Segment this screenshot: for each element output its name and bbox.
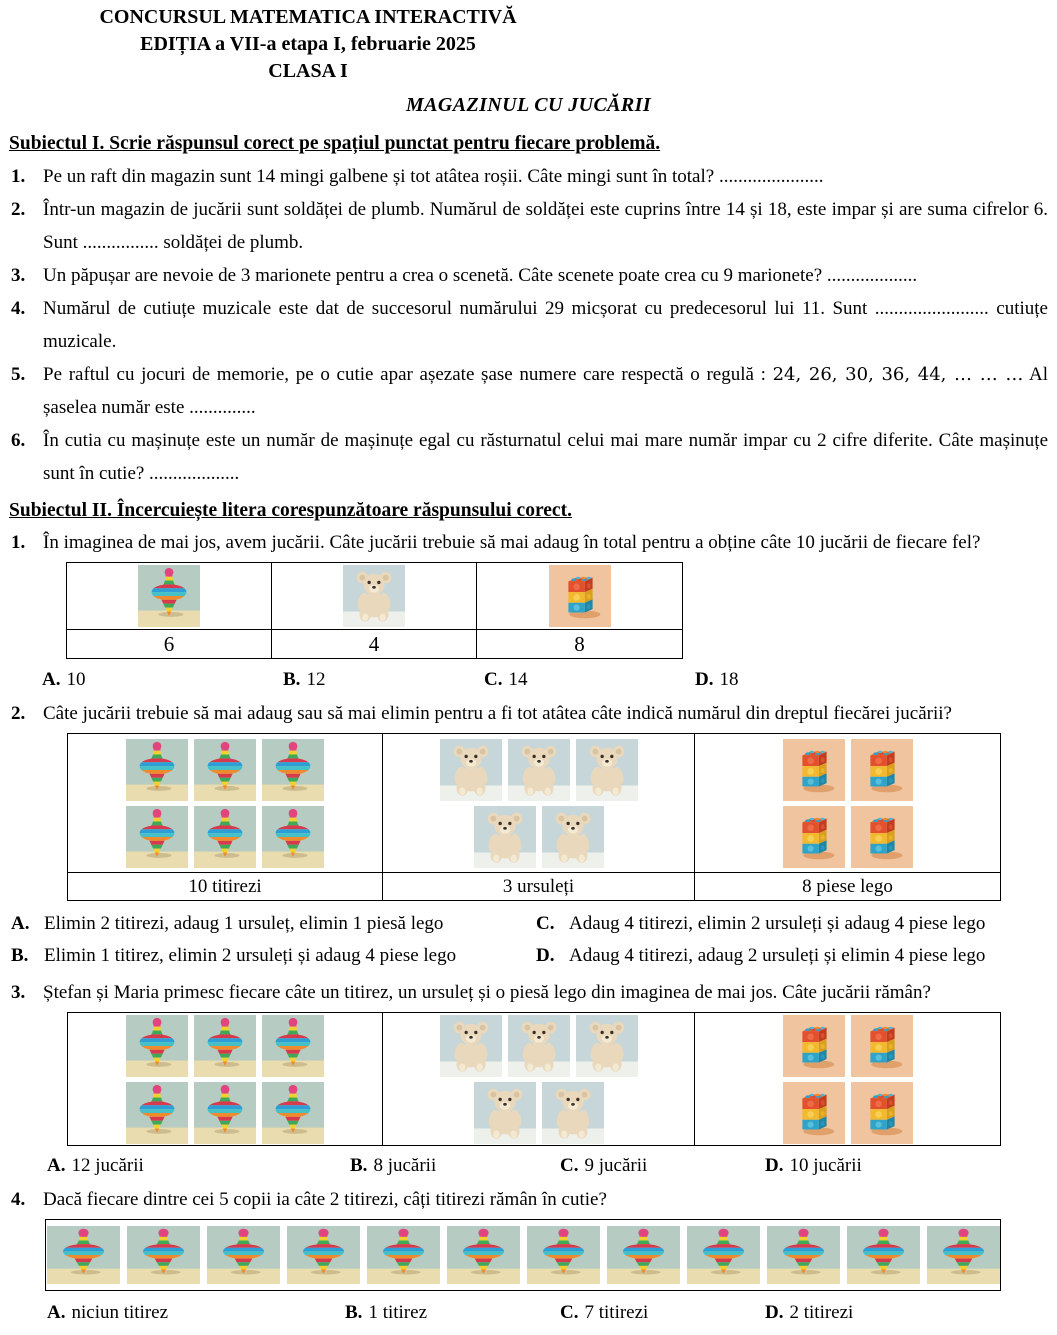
answer-option-c — [484, 664, 695, 696]
lego-bricks-icon — [783, 1015, 845, 1077]
problem-6 — [9, 424, 1048, 490]
q3-answers — [9, 1150, 1048, 1182]
answer-letter: A. — [42, 669, 61, 690]
document-header — [38, 4, 578, 85]
answer-option-a — [47, 1297, 345, 1329]
lego-bricks-icon — [783, 1082, 845, 1144]
spinning-top-icon — [138, 565, 200, 627]
answer-letter: A. — [47, 1302, 66, 1323]
answer-option-d — [765, 1297, 853, 1329]
question-text: Ștefan și Maria primesc fiecare câte un titirez, un ursuleț și o piesă lego din imaginea de mai jos. Câte jucării rămân? — [43, 982, 931, 1003]
q2-toy-table — [67, 733, 1001, 901]
teddy-bear-icon — [440, 739, 502, 801]
teddy-bear-icon — [542, 1082, 604, 1144]
problem-number: 1. — [11, 166, 26, 187]
problem-text: Un păpușar are nevoie de 3 marionete pentru a crea o scenetă. Câte scenete poate crea cu 9 marionete? ................... — [43, 265, 918, 286]
spinning-top-icon — [207, 1226, 280, 1284]
problem-5 — [9, 358, 1048, 424]
problem-2 — [9, 193, 1048, 259]
teddy-bear-icon — [474, 806, 536, 868]
answer-letter: C. — [560, 1302, 579, 1323]
problem-text: În cutia cu mașinuțe este un număr de mașinuțe egal cu răsturnatul celui mai mare număr impar cu 2 cifre diferite. Câte mașinuțe sunt în cutie? ................... — [43, 430, 1048, 484]
answer-letter: C. — [560, 1155, 579, 1176]
question-number: 2. — [11, 703, 26, 724]
teddy-bear-group — [440, 739, 638, 868]
spinning-top-icon — [927, 1226, 1000, 1284]
question-text: Câte jucării trebuie să mai adaug sau să mai elimin pentru a fi tot atâtea câte indică numărul din dreptul fiecărei jucării? — [43, 703, 952, 724]
q1-count-tops: 6 — [67, 630, 272, 659]
spinning-top-icon — [126, 1015, 188, 1077]
q1-toy-table — [66, 562, 683, 659]
teddy-bear-icon — [576, 739, 638, 801]
answer-letter: C. — [536, 913, 555, 934]
teddy-bear-group — [440, 1015, 638, 1144]
teddy-bear-icon — [343, 565, 405, 627]
contest-name: CONCURSUL MATEMATICA INTERACTIVĂ — [99, 6, 517, 28]
sec2-question-4 — [9, 1184, 1048, 1216]
answer-option-b — [283, 664, 484, 696]
answer-option-b — [345, 1297, 560, 1329]
q3-cell-spinning-tops — [68, 1013, 383, 1146]
q2-label-tops: 10 titirezi — [68, 873, 383, 901]
answer-option-c — [536, 908, 1048, 940]
answer-text: 14 — [508, 669, 528, 690]
spinning-top-icon — [687, 1226, 760, 1284]
answer-text: 7 titirezi — [584, 1302, 649, 1323]
lego-bricks-icon — [851, 1015, 913, 1077]
spinning-top-icon — [262, 739, 324, 801]
spinning-top-icon — [287, 1226, 360, 1284]
answer-letter: B. — [350, 1155, 368, 1176]
page-title: MAGAZINUL CU JUCĂRII — [405, 94, 652, 116]
answer-letter: D. — [695, 669, 714, 690]
q2-cell-legos — [695, 734, 1001, 873]
spinning-top-icon — [126, 806, 188, 868]
answer-text: 8 jucării — [373, 1155, 437, 1176]
answer-text: 12 jucării — [71, 1155, 144, 1176]
spinning-top-icon — [194, 739, 256, 801]
problem-text: Numărul de cutiuțe muzicale este dat de succesorul numărului 29 micșorat cu predecesorul lui 11. Sunt ........................ cutiuțe muzicale. — [43, 298, 1048, 352]
answer-text: 10 jucării — [789, 1155, 862, 1176]
answer-text: 10 — [66, 669, 86, 690]
answer-letter: A. — [11, 913, 30, 934]
answer-option-d — [695, 664, 738, 696]
number-sequence: 24, 26, 30, 36, 44, … … … — [772, 364, 1024, 385]
answer-option-d — [536, 940, 1048, 972]
answer-letter: C. — [484, 669, 503, 690]
lego-bricks-icon — [851, 1082, 913, 1144]
lego-bricks-icon — [549, 565, 611, 627]
lego-bricks-icon — [783, 739, 845, 801]
problem-text: Într-un magazin de jucării sunt soldăței de plumb. Numărul de soldăței este cuprins între 14 și 18, este impar și are suma cifrelor 6. Sunt ................ soldăței de plumb. — [43, 199, 1048, 253]
q2-label-bears: 3 ursuleți — [383, 873, 695, 901]
answer-text: Elimin 2 titirezi, adaug 1 ursuleț, elimin 1 piesă lego — [44, 913, 444, 934]
answer-text: niciun titirez — [71, 1302, 169, 1323]
sec2-question-1 — [9, 527, 1048, 559]
q3-cell-legos — [695, 1013, 1001, 1146]
grade-line: CLASA I — [268, 60, 348, 82]
teddy-bear-icon — [542, 806, 604, 868]
section2-heading: Subiectul II. Încercuiește litera corespunzătoare răspunsului corect. — [9, 500, 572, 521]
lego-group — [783, 739, 913, 868]
problem-4 — [9, 292, 1048, 358]
answer-letter: D. — [765, 1155, 784, 1176]
q4-toy-table — [45, 1219, 1001, 1291]
spinning-top-icon — [367, 1226, 440, 1284]
question-text: Dacă fiecare dintre cei 5 copii ia câte 2 titirezi, câți titirezi rămân în cutie? — [43, 1189, 607, 1210]
spinning-top-icon — [194, 806, 256, 868]
spinning-top-icon — [262, 1015, 324, 1077]
q4-cell-spinning-tops — [46, 1220, 1001, 1291]
answer-letter: B. — [345, 1302, 363, 1323]
q2-answers — [9, 908, 1048, 972]
answer-option-b — [11, 940, 536, 972]
answer-letter: B. — [283, 669, 301, 690]
section1-heading: Subiectul I. Scrie răspunsul corect pe spațiul punctat pentru fiecare problemă. — [9, 133, 661, 154]
answer-option-c — [560, 1297, 765, 1329]
answer-option-a — [47, 1150, 350, 1182]
teddy-bear-icon — [508, 739, 570, 801]
q3-cell-teddy-bears — [383, 1013, 695, 1146]
spinning-top-group — [126, 739, 324, 868]
answer-option-c — [560, 1150, 765, 1182]
q4-answers — [9, 1297, 1048, 1329]
answer-letter: D. — [536, 945, 555, 966]
q2-label-legos: 8 piese lego — [695, 873, 1001, 901]
teddy-bear-icon — [508, 1015, 570, 1077]
problem-number: 4. — [11, 298, 26, 319]
problem-1 — [9, 160, 1048, 193]
question-number: 3. — [11, 982, 26, 1003]
answer-letter: A. — [47, 1155, 66, 1176]
sec2-question-3 — [9, 977, 1048, 1009]
answer-text: 1 titirez — [368, 1302, 427, 1323]
spinning-top-icon — [767, 1226, 840, 1284]
answer-option-a — [42, 664, 283, 696]
spinning-top-icon — [194, 1015, 256, 1077]
q1-answers — [9, 664, 1048, 696]
spinning-top-icon — [527, 1226, 600, 1284]
lego-bricks-icon — [783, 806, 845, 868]
spinning-top-group — [126, 1015, 324, 1144]
teddy-bear-icon — [440, 1015, 502, 1077]
spinning-top-icon — [262, 1082, 324, 1144]
edition-line: EDIȚIA a VII-a etapa I, februarie 2025 — [140, 33, 476, 55]
spinning-top-icon — [127, 1226, 200, 1284]
answer-option-b — [350, 1150, 560, 1182]
q2-cell-spinning-tops — [68, 734, 383, 873]
problem-number: 6. — [11, 430, 26, 451]
q1-cell-lego — [477, 563, 683, 630]
spinning-top-icon — [126, 1082, 188, 1144]
answer-option-d — [765, 1150, 862, 1182]
q3-toy-table — [67, 1012, 1001, 1146]
answer-text: 9 jucării — [584, 1155, 648, 1176]
teddy-bear-icon — [576, 1015, 638, 1077]
problem-3 — [9, 259, 1048, 292]
lego-bricks-icon — [851, 739, 913, 801]
lego-bricks-icon — [851, 806, 913, 868]
spinning-top-icon — [447, 1226, 520, 1284]
q1-count-legos: 8 — [477, 630, 683, 659]
spinning-top-icon — [847, 1226, 920, 1284]
q1-cell-spinning-top — [67, 563, 272, 630]
answer-text: Adaug 4 titirezi, adaug 2 ursuleți și elimin 4 piese lego — [569, 945, 986, 966]
spinning-top-icon — [194, 1082, 256, 1144]
problem-text: Pe raftul cu jocuri de memorie, pe o cutie apar așezate șase numere care respectă o regulă : 24, 26, 30, 36, 44, … … … Al șaselea număr este .............. — [43, 364, 1048, 418]
answer-text: 18 — [719, 669, 739, 690]
answer-text: 2 titirezi — [789, 1302, 854, 1323]
problem-text: Pe un raft din magazin sunt 14 mingi galbene și tot atâtea roșii. Câte mingi sunt în total? ...................... — [43, 166, 824, 187]
sec2-question-2 — [9, 698, 1048, 730]
spinning-top-icon — [47, 1226, 120, 1284]
answer-text: Adaug 4 titirezi, elimin 2 ursuleți și adaug 4 piese lego — [569, 913, 986, 934]
answer-text: 12 — [306, 669, 326, 690]
question-text: În imaginea de mai jos, avem jucării. Câte jucării trebuie să mai adaug în total pentru a obține câte 10 jucării de fiecare fel? — [43, 532, 981, 553]
teddy-bear-icon — [474, 1082, 536, 1144]
answer-option-a — [11, 908, 536, 940]
answer-letter: D. — [765, 1302, 784, 1323]
q1-count-bears: 4 — [272, 630, 477, 659]
q2-cell-teddy-bears — [383, 734, 695, 873]
question-number: 4. — [11, 1189, 26, 1210]
q1-cell-teddy-bear — [272, 563, 477, 630]
lego-group — [783, 1015, 913, 1144]
problem-number: 5. — [11, 364, 26, 385]
question-number: 1. — [11, 532, 26, 553]
spinning-top-icon — [126, 739, 188, 801]
problem-number: 2. — [11, 199, 26, 220]
answer-letter: B. — [11, 945, 29, 966]
section1-problems — [9, 160, 1048, 490]
spinning-top-row — [46, 1226, 1000, 1284]
answer-text: Elimin 1 titirez, elimin 2 ursuleți și adaug 4 piese lego — [44, 945, 457, 966]
problem-number: 3. — [11, 265, 26, 286]
spinning-top-icon — [262, 806, 324, 868]
spinning-top-icon — [607, 1226, 680, 1284]
